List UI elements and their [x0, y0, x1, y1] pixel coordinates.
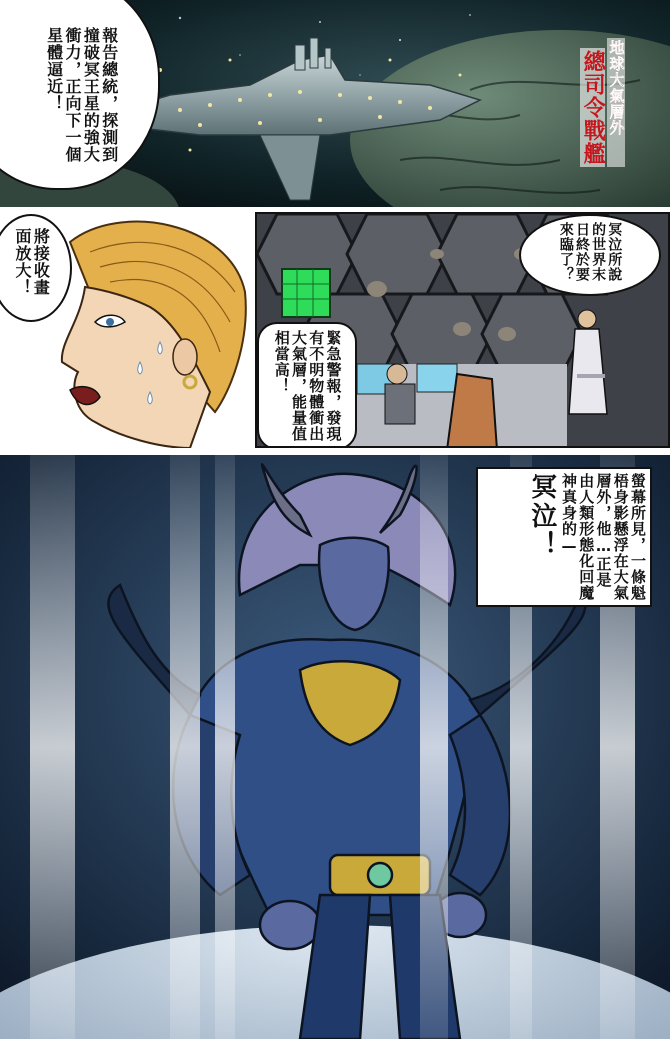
speech-zoom-text: 將接收畫面放大！	[13, 228, 51, 296]
narration-box	[476, 467, 652, 607]
ship-caption	[580, 38, 625, 167]
speech-box-alarm	[257, 322, 357, 448]
narration-text: 螢幕所見，一條魁梧身影懸浮在大氣層外，他…正是由人類形態化回魔神真身的—	[560, 473, 647, 601]
panel-woman-shouting	[0, 212, 252, 448]
speech-doomsday-text: 冥泣所說的世界末日終於要來臨了？	[557, 222, 623, 282]
caption-ship: 總司令戰艦	[580, 50, 606, 165]
speech-report-text: 報告總統，探測到撞破冥王星的強大衝力，正向下一個星體逼近！	[44, 26, 119, 163]
speech-alarm-text: 緊急警報，發現有不明物體衝出大氣層，能量值相當高！	[272, 330, 343, 442]
panel-space-battleship	[0, 0, 670, 207]
name-callout: 冥泣！	[526, 473, 557, 560]
panel-bridge	[255, 212, 670, 448]
caption-location: 地球大氣層外	[607, 38, 624, 167]
speech-balloon-doomsday	[519, 214, 661, 296]
panel-demon-reveal	[0, 455, 670, 1039]
